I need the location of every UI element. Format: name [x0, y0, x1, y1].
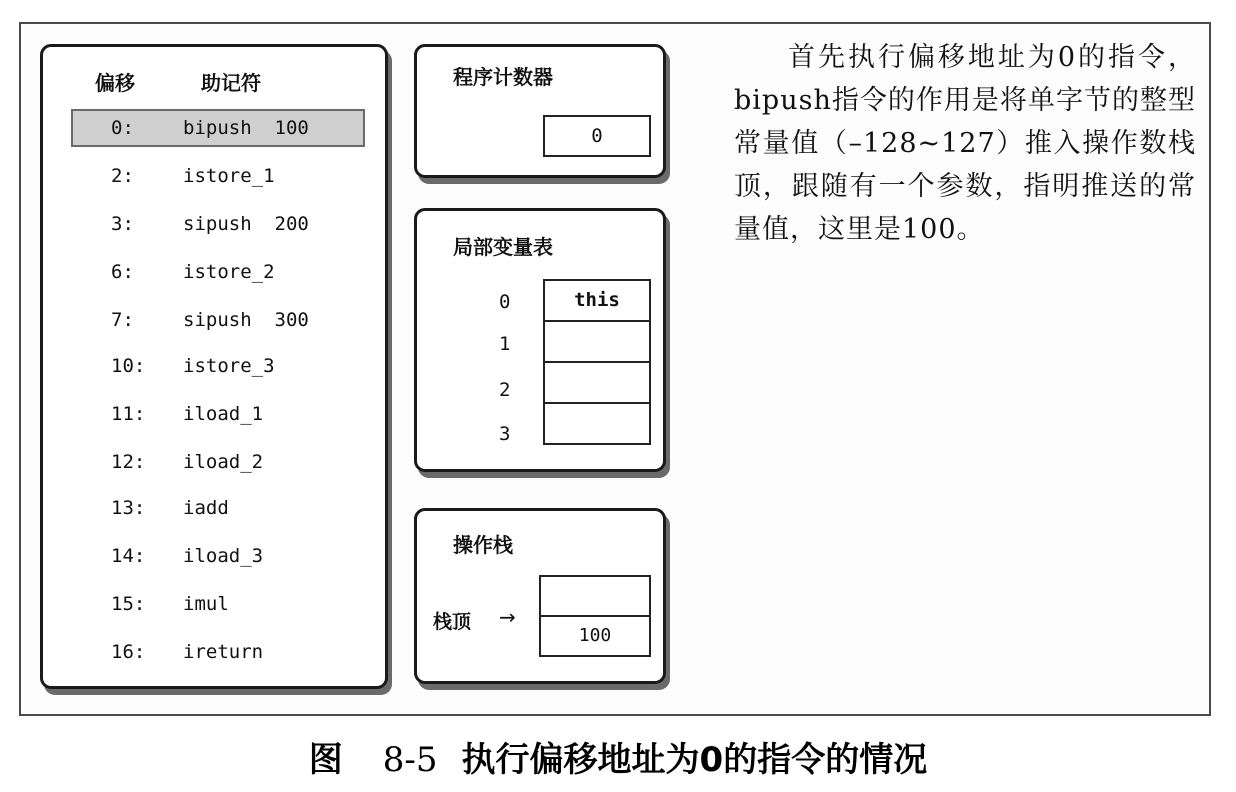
bytecode-row — [43, 205, 385, 245]
bytecode-row-current — [43, 109, 385, 149]
slot-index: 2 — [499, 379, 511, 401]
bytecode-mnemonic: istore_1 — [183, 165, 275, 187]
bytecode-mnemonic: iload_1 — [183, 403, 264, 425]
bytecode-row — [43, 489, 385, 529]
slot-index: 1 — [499, 333, 511, 355]
bytecode-offset: 2: — [111, 165, 134, 187]
bytecode-mnemonic: iadd — [183, 497, 229, 519]
bytecode-mnemonic: iload_3 — [183, 545, 264, 567]
bytecode-row — [43, 633, 385, 673]
bytecode-row — [43, 253, 385, 293]
bytecode-row — [43, 537, 385, 577]
caption-prefix: 图 — [308, 740, 343, 780]
explanation-text: 首先执行偏移地址为0的指令，bipush指令的作用是将单字节的整型常量值（–128~127）推入操作数栈顶，跟随有一个参数，指明推送的常量值，这里是100。 — [734, 42, 1196, 245]
slot-index: 0 — [499, 291, 511, 313]
caption-number: 8-5 — [382, 740, 438, 780]
bytecode-row — [43, 157, 385, 197]
bytecode-offset: 7: — [111, 309, 134, 331]
slot-cell: this — [543, 279, 651, 322]
bytecode-mnemonic: istore_2 — [183, 261, 275, 283]
slot-cell — [543, 402, 651, 445]
right-arrow-icon: → — [499, 605, 516, 629]
stack-top-label: 栈顶 — [433, 611, 472, 633]
bytecode-offset: 12: — [111, 451, 146, 473]
bytecode-mnemonic: bipush 100 — [183, 117, 309, 139]
bytecode-offset: 16: — [111, 641, 146, 663]
offset-header: 偏移 — [95, 71, 135, 95]
mnemonic-header: 助记符 — [201, 71, 261, 95]
program-counter-title: 程序计数器 — [453, 65, 553, 89]
bytecode-mnemonic: ireturn — [183, 641, 264, 663]
bytecode-row — [43, 395, 385, 435]
bytecode-row — [43, 347, 385, 387]
bytecode-offset: 0: — [111, 117, 134, 139]
bytecode-offset: 10: — [111, 355, 146, 377]
program-counter-value: 0 — [543, 115, 651, 157]
slot-index: 3 — [499, 423, 511, 445]
program-counter-panel — [414, 44, 666, 178]
bytecode-offset: 3: — [111, 213, 134, 235]
bytecode-offset: 11: — [111, 403, 146, 425]
operand-stack-title: 操作栈 — [453, 533, 513, 557]
slot-cell — [543, 320, 651, 363]
bytecode-offset: 15: — [111, 593, 146, 615]
stack-cell — [539, 575, 651, 617]
bytecode-panel — [40, 44, 388, 689]
bytecode-row — [43, 585, 385, 625]
bytecode-offset: 14: — [111, 545, 146, 567]
bytecode-mnemonic: imul — [183, 593, 229, 615]
bytecode-mnemonic: sipush 200 — [183, 213, 309, 235]
figure-caption — [0, 732, 1236, 781]
local-variable-table-panel — [414, 208, 666, 472]
bytecode-offset: 13: — [111, 497, 146, 519]
bytecode-mnemonic: sipush 300 — [183, 309, 309, 331]
stack-cell: 100 — [539, 615, 651, 657]
caption-text: 执行偏移地址为0的指令的情况 — [461, 740, 928, 780]
slot-cell — [543, 361, 651, 404]
bytecode-row — [43, 301, 385, 341]
bytecode-mnemonic: istore_3 — [183, 355, 275, 377]
bytecode-mnemonic: iload_2 — [183, 451, 264, 473]
bytecode-row — [43, 443, 385, 483]
operand-stack-panel — [414, 508, 666, 684]
bytecode-offset: 6: — [111, 261, 134, 283]
local-variable-table-title: 局部变量表 — [453, 235, 553, 259]
